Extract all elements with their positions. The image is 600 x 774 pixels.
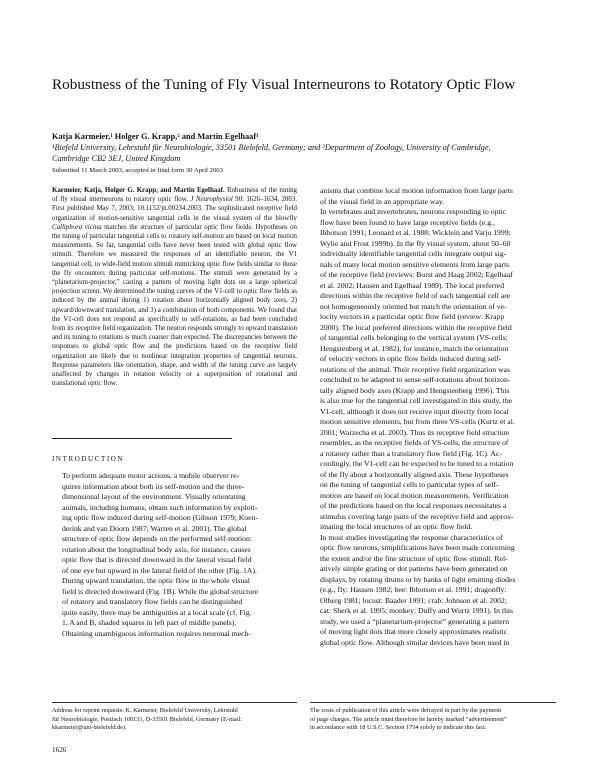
text-line: motion sensitive elements, but from three VS-cells (Kurtz et al. xyxy=(320,417,515,426)
page-number: 1626 xyxy=(52,746,67,754)
abstract-citation-authors: Karmeier, Katja, Holger G. Krapp, and Martin Egelhaaf. xyxy=(52,187,225,194)
footnote-line: in accordance with 18 U.S.C. Section 1734 solely to indicate this fact. xyxy=(310,724,487,732)
footnote-line: für Neurobiologie, Postfach 100131, D-33501 Bielefeld, Germany (E-mail: xyxy=(52,715,242,723)
text-line: of the fly about a horizontally aligned axis. These hypotheses xyxy=(320,469,509,479)
text-line: 2000). The local preferred directions within the receptive field xyxy=(320,322,512,332)
text-line: derink and van Doorn 1987; Warren et al. 2001). The global xyxy=(62,523,247,533)
text-line: stimulus covering large parts of the receptive field and approx- xyxy=(320,511,514,521)
text-line: is also true for the tangential cell investigated in this study, the xyxy=(320,396,513,405)
abstract-title-ref: Robustness of the tuning of fly visual interneurons to rotatory optic flow. xyxy=(52,187,297,204)
submission-dates: Submitted 11 March 2003; accepted in final form 30 April 2003 xyxy=(52,167,223,174)
text-line: of the receptive field (reviews: Borst and Haag 2002; Egelhaaf xyxy=(320,270,513,279)
text-line: atively simple grating or dot patterns have been generated on xyxy=(320,564,508,573)
text-line: displays, by rotating drums or by banks of light emitting diodes xyxy=(320,574,516,584)
abstract-species: Calliphora vicina xyxy=(52,223,102,231)
text-line: nals of many local motion sensitive elements from large parts xyxy=(320,259,510,269)
text-line: of the predictions based on the local responses necessitates a xyxy=(320,501,507,510)
text-line: global optic flow. Although similar devices have been used in xyxy=(320,637,510,647)
text-line: field is directed downward (Fig. 1B). While the global structure xyxy=(62,586,259,596)
text-line: Hengstenberg et al. 1982), for instance, match the orientation xyxy=(320,343,509,353)
text-line: of one eye but upward in the lateral field of the other (Fig. 1A). xyxy=(62,565,257,575)
text-line: optic flow neurons, simplifications have been made concerning xyxy=(320,543,515,552)
introduction-paragraph xyxy=(52,471,297,639)
text-line: cordingly, the V1-cell can be expected to be tuned to a rotation xyxy=(320,459,514,468)
text-line: directions within the receptive field of each tangential cell are xyxy=(320,291,511,300)
text-line: resembles, as the receptive fields of VS-cells, the structure of xyxy=(320,438,509,447)
text-line: 1, A and B, shaded squares in left part of middle panels). xyxy=(62,618,237,627)
abstract-citation: 90: 1626–1634, 2003. First published May 7, 2003; 10.1152/jn.00234.2003. The sophisticated receptive field organization of motion-sensitive tangential cells in the visual system of the blowfly xyxy=(52,196,297,222)
introduction-text xyxy=(52,471,297,639)
text-line: 2001; Warzecha et al. 2003). Thus its receptive field structure xyxy=(320,427,510,437)
abstract-column xyxy=(52,186,297,388)
text-line: motion are based on local motion measurements. Verification xyxy=(320,490,509,500)
section-heading-introduction: INTRODUCTION xyxy=(52,455,125,463)
text-line: To perform adequate motor actions, a mobile observer re- xyxy=(62,471,240,480)
right-column-text xyxy=(310,186,556,648)
text-line: concluded to be adapted to sense self-rotations about horizon- xyxy=(320,375,511,384)
text-line: a rotatory rather than a translatory flow field (Fig. 1C). Ac- xyxy=(320,448,502,458)
author-names: Katja Karmeier,¹ Holger G. Krapp,² and Martin Egelhaaf¹ xyxy=(52,132,259,141)
text-line: of the visual field in an appropriate way. xyxy=(320,196,445,206)
text-line: Ibbotson 1991; Leonard et al. 1988; Wicklein and Varju 1999; xyxy=(320,228,511,237)
footnote-line: of page charges. The article must therefore be hereby marked “advertisement” xyxy=(310,715,507,723)
text-line: on the tuning of tangential cells to particular types of self- xyxy=(320,480,499,489)
footnote-line: The costs of publication of this article were defrayed in part by the payment xyxy=(310,707,502,714)
text-line: rotation about the longitudinal body axis, for instance, causes xyxy=(62,544,251,554)
text-line: animals, including humans, obtain such information by exploit- xyxy=(62,502,258,512)
text-line: V1-cell, although it does not receive input directly from local xyxy=(320,406,509,416)
footnote-rule-right xyxy=(310,702,556,703)
text-line: Obtaining unambiguous information requires neuronal mech- xyxy=(62,628,251,638)
text-line: et al. 2002; Hausen and Egelhaaf 1989). The local preferred xyxy=(320,280,505,290)
text-line: In most studies investigating the response characteristics of xyxy=(320,532,503,542)
paper-title: Robustness of the Tuning of Fly Visual Interneurons to Rotatory Optic Flow xyxy=(52,76,516,93)
text-line: imating the local structures of an optic flow field. xyxy=(320,522,473,531)
text-line: locity vectors in a particular optic flow field (review: Krapp xyxy=(320,312,505,321)
text-line: Wylie and Frost 1999b). In the fly visual system, about 50–60 xyxy=(320,238,511,248)
text-line: of moving light dots that more closely approximates realistic xyxy=(320,627,508,636)
text-line: the extent and/or the fine structure of optic flow stimuli. Rel- xyxy=(320,553,508,563)
text-line: quires information about both its self-motion and the three- xyxy=(62,481,245,491)
affiliation-line-1: ¹Biefeld University, Lehrstuhl für Neurobiologie, 33501 Bielefeld, Germany; and ²Department of Zoology, University of Cambridge, xyxy=(52,143,491,152)
text-line: cat: Sherk et al. 1995; monkey: Duffy and Wurtz 1991). In this xyxy=(320,606,514,615)
footnote-rule-left xyxy=(52,702,297,703)
text-line: optic flow that is directed downward in the lateral visual field xyxy=(62,555,252,564)
footnote-line: Address for reprint requests: K. Karmeier, Bielefeld University, Lehrstuhl xyxy=(52,707,238,714)
text-line: dimensional layout of the environment. Visually orientating xyxy=(62,492,246,501)
abstract-body: matches the structure of particular optic flow fields. Hypotheses on the tuning of particular tangential cells to rotatory self-motion are based on local motion measurements. So far, tangential cells have never been tested with global optic flow stimuli. Therefore we measured the responses of an identifiable neuron, the V1 tangential cell, to wide-field motion stimuli mimicking optic flow fields similar to those the fly encounters during particular self-motions. The stimuli were generated by a “planetarium-projector,” casting a pattern of moving light dots on a large spherical projection screen. We determined the tuning curves of the V1-cell to optic flow fields as induced by the animal during 1) rotation about horizontally aligned body axes, 2) upward/downward translation, and 3) a combination of both components. We found that the V1-cell does not respond as specifically to self-rotations, as had been concluded from its receptive field organization. The neuron responds strongly to upward translation and its tuning to rotations is much coarser than expected. The discrepancies between the responses to global optic flow and the predictions based on the receptive field organization are likely due to nonlinear integration properties of tangential neurons. Response parameters like orientation, shape, and width of the tuning curve are largely unaffected by changes in rotation velocity or a superposition of rotational and translational optic flow. xyxy=(52,223,297,388)
author-block xyxy=(52,131,572,164)
text-line: tally aligned body axes (Krapp and Hengstenberg 1996). This xyxy=(320,385,510,395)
text-line: ing optic flow induced during self-motion (Gibson 1979; Koen- xyxy=(62,513,259,522)
footnote-reprint-address xyxy=(52,707,297,733)
right-column-paragraphs xyxy=(310,186,556,648)
text-line: anisms that combine local motion information from large parts xyxy=(320,186,513,195)
text-line: Olberg 1981; locust: Baader 1991; crab: Johnson et al. 2002; xyxy=(320,595,507,605)
abstract-divider xyxy=(52,438,232,439)
text-line: individually identifiable tangential cells integrate output sig- xyxy=(320,249,507,258)
text-line: quite easily, there may be ambiguities at a local scale (cf. Fig. xyxy=(62,607,252,617)
abstract-journal: J Neurophysiol xyxy=(190,196,233,204)
text-line: (e.g., fly: Hausen 1982; bee: Ibbotson et al. 1991; dragonfly: xyxy=(320,585,507,594)
text-line: rotations of the animal. Their receptive field organization was xyxy=(320,364,510,374)
affiliation-line-2: Cambridge CB2 3EJ, United Kingdom xyxy=(52,154,181,163)
text-line: of tangential cells belonging to the vertical system (VS-cells; xyxy=(320,333,508,342)
footnote-publication-costs xyxy=(310,707,556,733)
text-line: In vertebrates and invertebrates, neurons responding to optic xyxy=(320,207,507,216)
text-line: of rotatory and translatory flow fields can be distinguished xyxy=(62,597,243,606)
text-line: flow have been found to have large receptive fields (e.g., xyxy=(320,217,495,227)
text-line: study, we used a “planetarium-projector” generating a pattern xyxy=(320,616,510,626)
footnote-line: kkarmeier@uni-bielefeld.de). xyxy=(52,724,127,732)
text-line: During upward translation, the optic flow in the whole visual xyxy=(62,576,250,585)
text-line: structure of optic flow depends on the performed self-motion: xyxy=(62,534,252,543)
abstract xyxy=(52,186,297,388)
text-line: not homogeneously oriented but match the orientation of ve- xyxy=(320,301,507,311)
text-line: of velocity vectors in optic flow fields induced during self- xyxy=(320,354,502,363)
